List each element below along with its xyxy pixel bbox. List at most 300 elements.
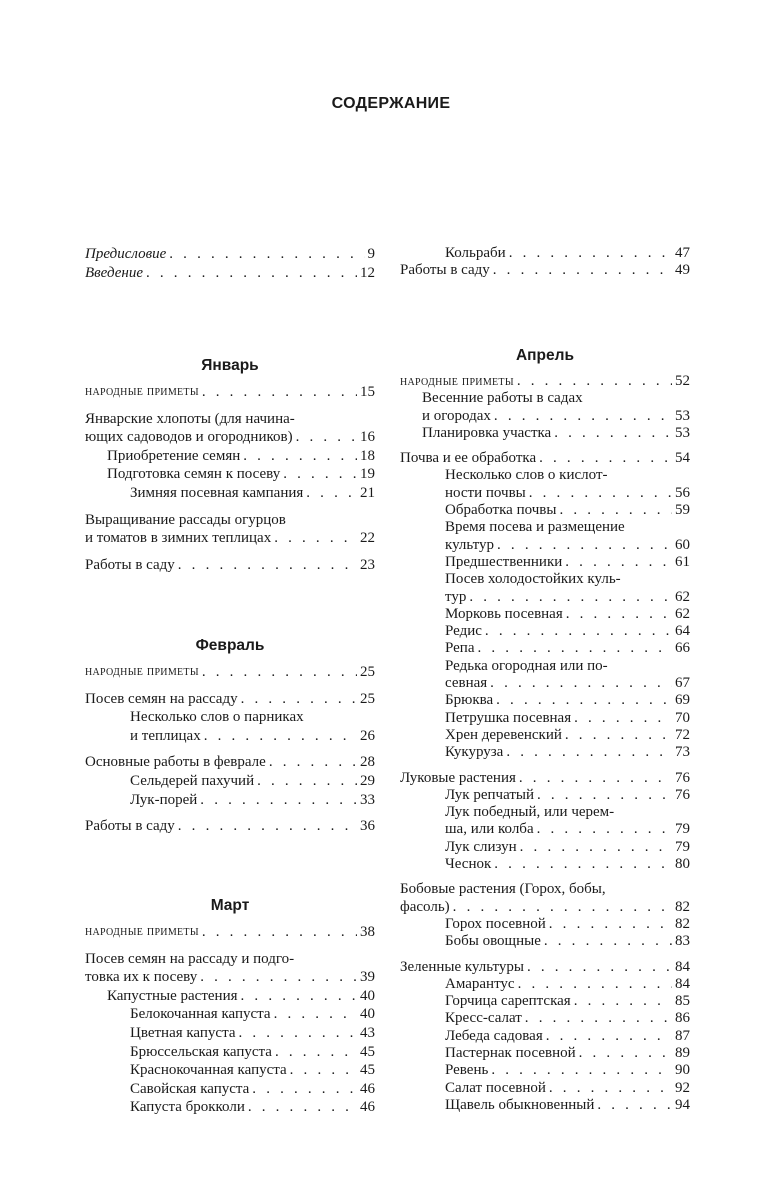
toc-group: [400, 959, 690, 1115]
toc-entry[interactable]: [400, 727, 690, 744]
entry-title: Зимняя посевная кампания: [130, 484, 304, 501]
entry-title: Лук победный, или черем-: [445, 804, 615, 821]
toc-entry[interactable]: [400, 640, 690, 657]
entry-title: Редис: [445, 623, 482, 640]
toc-line: [85, 753, 375, 772]
page-number: 46: [360, 1080, 375, 1097]
toc-line: [445, 856, 690, 873]
entry-title: народные приметы: [85, 664, 199, 679]
dot-leader: [517, 373, 672, 390]
toc-entry[interactable]: [85, 511, 375, 548]
toc-line: [85, 529, 375, 548]
toc-entry[interactable]: [400, 450, 690, 467]
page-number: 9: [367, 246, 375, 262]
entry-title: Капуста брокколи: [130, 1099, 245, 1116]
entry-title: Редька огородная или по-: [445, 657, 608, 674]
toc-entry[interactable]: [400, 993, 690, 1010]
entry-title: Выращивание рассады огурцов: [85, 511, 286, 528]
toc-entry[interactable]: [85, 383, 375, 402]
toc-line: [445, 675, 690, 692]
entry-title: народные приметы: [400, 374, 514, 389]
toc-group: [400, 450, 690, 761]
entry-title: Брюква: [445, 692, 494, 709]
dot-leader: [485, 623, 672, 640]
entry-title: Белокочанная капуста: [130, 1006, 271, 1023]
page-number: 46: [360, 1099, 375, 1116]
entry-title: Горчица сарептская: [445, 993, 571, 1010]
page-number: 45: [360, 1043, 375, 1060]
dot-leader: [546, 1028, 672, 1045]
toc-entry[interactable]: [400, 519, 690, 554]
dot-leader: [565, 554, 672, 571]
dot-leader: [178, 817, 357, 836]
dot-leader: [509, 245, 672, 262]
dot-leader: [241, 690, 357, 709]
dot-leader: [200, 791, 357, 810]
toc-group: [85, 410, 375, 503]
toc-entry[interactable]: [85, 484, 375, 503]
toc-line: [85, 511, 375, 530]
entry-title: Салат посевной: [445, 1079, 546, 1096]
entry-title: Несколько слов о кислот-: [445, 467, 608, 484]
toc-line: [445, 821, 690, 838]
page-number: 89: [675, 1044, 690, 1061]
toc-line: [85, 690, 375, 709]
toc-entry[interactable]: [85, 817, 375, 836]
dot-leader: [544, 933, 672, 950]
toc-entry[interactable]: [400, 390, 690, 425]
dot-leader: [506, 744, 672, 761]
toc-entry[interactable]: [400, 933, 690, 950]
toc-entry[interactable]: [85, 556, 375, 575]
toc-line: [445, 787, 690, 804]
page-number: 92: [675, 1079, 690, 1096]
dot-leader: [469, 589, 672, 606]
page-number: 47: [675, 245, 690, 261]
entry-title: Сельдерей пахучий: [130, 772, 255, 789]
page-number: 59: [675, 502, 690, 519]
toc-entry[interactable]: [400, 692, 690, 709]
page-number: 79: [675, 838, 690, 855]
toc-line: [130, 1024, 375, 1043]
toc-group: [85, 556, 375, 575]
dot-leader: [274, 529, 357, 548]
toc-group: [85, 950, 375, 1117]
entry-title: народные приметы: [85, 924, 199, 939]
toc-entry[interactable]: [85, 1080, 375, 1099]
toc-line: [130, 1098, 375, 1117]
toc-line: [130, 1080, 375, 1099]
entry-title: Посев семян на рассаду и подго-: [85, 950, 295, 967]
entry-title: Работы в саду: [400, 262, 490, 279]
page-number: 12: [360, 264, 375, 281]
section-heading: Март: [210, 897, 250, 914]
entry-title: Планировка участка: [422, 424, 552, 441]
page-number: 25: [360, 664, 375, 680]
dot-leader: [202, 923, 357, 942]
page-number: 84: [675, 975, 690, 992]
dot-leader: [554, 425, 672, 442]
dot-leader: [559, 502, 672, 519]
toc-entry[interactable]: [85, 1043, 375, 1062]
toc-entry[interactable]: [400, 744, 690, 761]
toc-line: [445, 1028, 690, 1045]
toc-entry[interactable]: [400, 262, 690, 279]
entry-title: Капустные растения: [107, 987, 238, 1004]
toc-line: [85, 428, 375, 447]
page-number: 15: [360, 384, 375, 400]
toc-line: [400, 262, 690, 279]
entry-title: Лебеда садовая: [445, 1027, 543, 1044]
dot-leader: [539, 450, 672, 467]
toc-line: [422, 390, 690, 407]
dot-leader: [491, 1062, 672, 1079]
dot-leader: [257, 772, 357, 791]
toc-entry[interactable]: [85, 447, 375, 466]
toc-line: [445, 467, 690, 484]
toc-entry[interactable]: [400, 606, 690, 623]
toc-line: [130, 727, 375, 746]
entry-title: Амарантус: [445, 975, 515, 992]
page-number: 73: [675, 744, 690, 761]
dot-leader: [490, 675, 672, 692]
dot-leader: [200, 968, 357, 987]
toc-line: [422, 425, 690, 442]
page-number: 21: [360, 484, 375, 501]
toc-line: [85, 556, 375, 575]
page-number: 90: [675, 1062, 690, 1079]
toc-entry[interactable]: [400, 959, 690, 976]
toc-entry[interactable]: [400, 1062, 690, 1079]
toc-entry[interactable]: [85, 663, 375, 682]
page-number: 40: [360, 1006, 375, 1023]
entry-title: Зеленные культуры: [400, 958, 524, 975]
dot-leader: [290, 1061, 357, 1080]
toc-line: [85, 968, 375, 987]
toc-entry[interactable]: [400, 623, 690, 640]
entry-title: севная: [445, 675, 488, 692]
entry-title: Посев холодостойких куль-: [445, 571, 621, 588]
entry-title: Савойская капуста: [130, 1080, 250, 1097]
section-heading: Январь: [201, 357, 259, 374]
toc-entry[interactable]: [400, 1010, 690, 1027]
toc-entry[interactable]: [400, 425, 690, 442]
toc-group: [85, 383, 375, 402]
toc-group: [85, 817, 375, 836]
entry-title: Почва и ее обработка: [400, 450, 537, 467]
toc-entry[interactable]: [400, 916, 690, 933]
toc-section: [400, 245, 690, 288]
page-number: 84: [675, 958, 690, 975]
entry-title: Цветная капуста: [130, 1024, 236, 1041]
entry-title: Подготовка семян к посеву: [107, 466, 281, 483]
dot-leader: [527, 959, 672, 976]
entry-title: Лук репчатый: [445, 786, 534, 803]
dot-leader: [537, 821, 672, 838]
entry-title: Работы в саду: [85, 556, 175, 573]
dot-leader: [493, 262, 672, 279]
page-number: 62: [675, 588, 690, 605]
page-number: 40: [360, 987, 375, 1004]
toc-line: [130, 484, 375, 503]
toc-line: [445, 1045, 690, 1062]
page-number: 83: [675, 933, 690, 950]
page-number: 53: [675, 424, 690, 441]
toc-entry[interactable]: [400, 373, 690, 390]
dot-leader: [252, 1080, 357, 1099]
page-number: 80: [675, 856, 690, 873]
entry-title: Посев семян на рассаду: [85, 690, 238, 707]
entry-title: Луковые растения: [400, 769, 516, 786]
toc-entry[interactable]: [85, 1005, 375, 1024]
page-number: 28: [360, 754, 375, 771]
toc-line: [130, 1005, 375, 1024]
entry-title: Брюссельская капуста: [130, 1043, 272, 1060]
entry-title: Январские хлопоты (для начина-: [85, 410, 295, 427]
toc-entry[interactable]: [85, 1024, 375, 1043]
toc-entry[interactable]: [85, 465, 375, 484]
toc-line: [107, 447, 375, 466]
page-number: 52: [675, 373, 690, 389]
page-number: 82: [675, 915, 690, 932]
toc-entry[interactable]: [85, 791, 375, 810]
entry-title: Весенние работы в садах: [422, 390, 583, 407]
toc-entry[interactable]: [400, 881, 690, 916]
entry-title: Лук слизун: [445, 838, 517, 855]
toc-line: [445, 692, 690, 709]
toc-line: [445, 916, 690, 933]
toc-line: [85, 663, 375, 682]
entry-title: Введение: [85, 264, 143, 281]
toc-line: [445, 839, 690, 856]
page-number: 29: [360, 772, 375, 789]
toc-line: [445, 589, 690, 606]
toc-group: [85, 923, 375, 942]
toc-entry[interactable]: [400, 710, 690, 727]
toc-entry[interactable]: [85, 753, 375, 772]
entry-title: Лук-порей: [130, 791, 198, 808]
entry-title: Петрушка посевная: [445, 709, 572, 726]
dot-leader: [537, 787, 672, 804]
page-number: 72: [675, 726, 690, 743]
toc-line: [85, 410, 375, 429]
toc-line: [400, 770, 690, 787]
toc-line: [422, 408, 690, 425]
toc-line: [130, 1043, 375, 1062]
toc-entry[interactable]: [400, 658, 690, 693]
page-number: 64: [675, 623, 690, 640]
toc-line: [445, 658, 690, 675]
page-number: 22: [360, 530, 375, 547]
toc-line: [107, 465, 375, 484]
page-number: 56: [675, 484, 690, 501]
entry-title: Кукуруза: [445, 744, 504, 761]
page-number: 76: [675, 786, 690, 803]
toc-section: [85, 635, 375, 844]
toc-entry[interactable]: [400, 554, 690, 571]
entry-title: Работы в саду: [85, 818, 175, 835]
page-number: 94: [675, 1096, 690, 1113]
toc-line: [445, 245, 690, 262]
page-title: СОДЕРЖАНИЕ: [331, 95, 451, 112]
toc-line: [85, 817, 375, 836]
section-heading: Февраль: [195, 637, 265, 654]
toc-entry[interactable]: [400, 1080, 690, 1097]
page-number: 43: [360, 1024, 375, 1041]
toc-entry[interactable]: [85, 950, 375, 987]
entry-title: Несколько слов о парниках: [130, 709, 304, 726]
entry-title: народные приметы: [85, 384, 199, 399]
toc-line: [130, 791, 375, 810]
toc-line: [445, 1080, 690, 1097]
page-number: 49: [675, 262, 690, 279]
entry-title: Хрен деревенский: [445, 726, 562, 743]
dot-leader: [296, 428, 357, 447]
toc-line: [445, 727, 690, 744]
toc-entry[interactable]: [85, 923, 375, 942]
dot-leader: [565, 727, 672, 744]
toc-entry[interactable]: [400, 856, 690, 873]
entry-title: Репа: [445, 640, 475, 657]
toc-entry[interactable]: [400, 1028, 690, 1045]
toc-group: [85, 663, 375, 682]
page-number: 53: [675, 407, 690, 424]
dot-leader: [238, 1024, 357, 1043]
toc-line: [445, 744, 690, 761]
dot-leader: [275, 1043, 357, 1062]
entry-title: ющих садоводов и огородников): [85, 429, 293, 446]
entry-title: Чеснок: [445, 856, 492, 873]
dot-leader: [574, 710, 672, 727]
dot-leader: [494, 856, 672, 873]
toc-line: [445, 1062, 690, 1079]
toc-entry[interactable]: [85, 772, 375, 791]
section-heading: Апрель: [515, 347, 575, 364]
toc-entry[interactable]: [400, 571, 690, 606]
toc-line: [85, 950, 375, 969]
toc-line: [400, 450, 690, 467]
entry-title: фасоль): [400, 898, 450, 915]
toc-entry[interactable]: [400, 467, 690, 502]
entry-title: Предисловие: [85, 246, 167, 262]
toc-line: [445, 554, 690, 571]
page-number: 39: [360, 969, 375, 986]
toc-entry[interactable]: [85, 690, 375, 709]
page-number: 86: [675, 1010, 690, 1027]
entry-title: Кольраби: [445, 245, 506, 261]
toc-line: [85, 923, 375, 942]
toc-entry[interactable]: [85, 987, 375, 1006]
dot-leader: [274, 1005, 357, 1024]
toc-entry[interactable]: [400, 976, 690, 993]
toc-entry[interactable]: [400, 804, 690, 839]
toc-entry[interactable]: [400, 1097, 690, 1114]
toc-entry[interactable]: [85, 708, 375, 745]
dot-leader: [478, 640, 673, 657]
toc-section: [85, 355, 375, 582]
page-number: 38: [360, 924, 375, 940]
entry-title: Время посева и размещение: [445, 519, 625, 536]
dot-leader: [269, 753, 357, 772]
dot-leader: [497, 537, 672, 554]
toc-line: [130, 772, 375, 791]
toc-entry[interactable]: [85, 1098, 375, 1117]
toc-line: [445, 623, 690, 640]
entry-title: Горох посевной: [445, 915, 546, 932]
toc-entry[interactable]: [85, 264, 375, 283]
page-number: 67: [675, 675, 690, 692]
dot-leader: [597, 1097, 672, 1114]
toc-group: [400, 245, 690, 280]
entry-title: Приобретение семян: [107, 447, 241, 464]
toc-group: [400, 770, 690, 874]
toc-entry[interactable]: [400, 770, 690, 787]
entry-title: тур: [445, 588, 467, 605]
dot-leader: [204, 727, 357, 746]
toc-line: [445, 1010, 690, 1027]
toc-line: [445, 640, 690, 657]
entry-title: и теплицах: [130, 727, 201, 744]
entry-title: Основные работы в феврале: [85, 754, 266, 771]
toc-line: [130, 1061, 375, 1080]
page-number: 26: [360, 727, 375, 744]
toc-group: [85, 511, 375, 548]
dot-leader: [494, 408, 672, 425]
toc-entry[interactable]: [85, 245, 375, 264]
entry-title: Предшественники: [445, 553, 563, 570]
toc-line: [85, 383, 375, 402]
page-number: 70: [675, 709, 690, 726]
toc-entry[interactable]: [400, 502, 690, 519]
page-number: 18: [360, 447, 375, 464]
entry-title: Обработка почвы: [445, 502, 557, 519]
toc-group: [85, 690, 375, 746]
page-number: 85: [675, 993, 690, 1010]
toc-line: [445, 976, 690, 993]
toc-entry[interactable]: [400, 245, 690, 262]
entry-title: и томатов в зимних теплицах: [85, 530, 272, 547]
dot-leader: [202, 383, 357, 402]
dot-leader: [241, 987, 357, 1006]
toc-entry[interactable]: [85, 410, 375, 447]
dot-leader: [579, 1045, 672, 1062]
toc-line: [445, 606, 690, 623]
toc-line: [130, 708, 375, 727]
toc-line: [400, 881, 690, 898]
toc-line: [445, 519, 690, 536]
entry-title: ша, или колба: [445, 821, 534, 838]
page-number: 79: [675, 821, 690, 838]
toc-group: [85, 753, 375, 809]
entry-title: товка их к посеву: [85, 969, 198, 986]
entry-title: Краснокочанная капуста: [130, 1062, 287, 1079]
toc-group: [85, 245, 375, 282]
toc-entry[interactable]: [85, 1061, 375, 1080]
dot-leader: [243, 447, 357, 466]
entry-title: Бобовые растения (Горох, бобы,: [400, 881, 606, 898]
toc-entry[interactable]: [400, 1045, 690, 1062]
page-number: 54: [675, 450, 690, 467]
toc-entry[interactable]: [400, 839, 690, 856]
page-number: 36: [360, 818, 375, 835]
entry-title: и огородах: [422, 407, 491, 424]
dot-leader: [306, 484, 357, 503]
dot-leader: [525, 1010, 672, 1027]
toc-line: [445, 485, 690, 502]
toc-entry[interactable]: [400, 787, 690, 804]
entry-title: Щавель обыкновенный: [445, 1096, 595, 1113]
page-number: 66: [675, 640, 690, 657]
